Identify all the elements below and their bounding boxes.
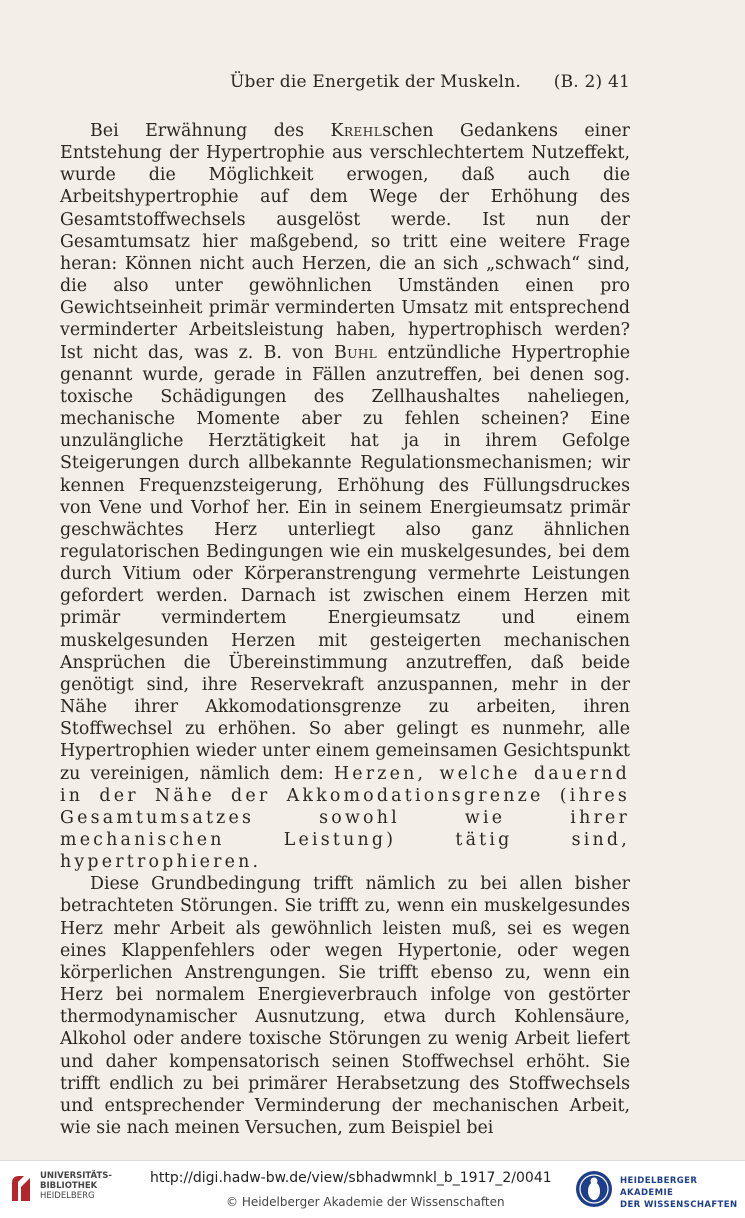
viewer-footer [0, 1160, 745, 1218]
paragraph-1 [60, 120, 630, 873]
paragraph-2: Diese Grundbedingung trifft nämlich zu bei allen bisher betrachteten Störungen. Sie trifft zu, wenn ein muskelgesundes Herz mehr Arbeit als gewöhnlich leisten muß, sei es wegen eines Klappenfehlers oder wegen Hypertonie, oder wegen körperlichen Anstrengungen. Sie trifft ebenso zu, wenn ein Herz bei normalem Energieverbrauch infolge von gestörter thermodynamischer Ausnutzung, etwa durch Kohlensäure, Alkohol oder andere toxische Störungen zu wenig Arbeit liefert und daher kompensatorisch seinen Stoffwechsel erhöht. Sie trifft endlich zu bei primärer Herabsetzung des Stoffwechsels und entsprechender Verminderung der mechanischen Arbeit, wie sie nach meinen Versuchen, zum Beispiel bei [60, 874, 630, 1139]
library-line-2: BIBLIOTHEK [40, 1181, 98, 1191]
academy-seal-icon [574, 1169, 614, 1209]
emphasized-thesis: Herzen, welche dauernd in der Nähe der Akkomodationsgrenze (ihres Gesamtumsatzes sowohl wie ihrer mechanischen Leistung) tätig sind, hypertrophieren. [60, 763, 630, 873]
academy-name [620, 1175, 745, 1211]
body-text [60, 120, 630, 1139]
paragraph-1-part-c: entzündliche Hypertrophie genannt wurde, gerade in Fällen anzutreffen, bei denen sog. toxische Schädigungen des Zellhaushaltes naheliegen, mechanische Momente aber zu fehlen scheinen? Eine unzulängliche Herztätigkeit hat ja in ihrem Gefolge Steigerungen durch allbekannte Regulationsmechanismen; wir kennen Frequenzsteigerung, Erhöhung des Füllungsdruckes von Vene und Vorhof her. Ein in seinem Energieumsatz primär geschwächtes Herz unterliegt also ganz ähnlichen regulatorischen Bedingungen wie ein muskelgesundes, bei dem durch Vitium oder Körperanstrengung vermehrte Leistungen gefordert werden. Darnach ist zwischen einem Herzen mit primär vermindertem Energieumsatz und einem muskelgesunden Herzen mit gesteigerten mechanischen Ansprüchen die Übereinstimmung anzutreffen, daß beide genötigt sind, ihre Reservekraft anzuspannen, mehr in der Nähe ihrer Akkomodationsgrenze zu arbeiten, ihren Stoffwechsel zu erhöhen. So aber gelingt es nunmehr, alle Hypertrophien wieder unter einem gemeinsamen Gesichtspunkt zu vereinigen, nämlich dem: [60, 342, 631, 784]
copyright-notice: © Heidelberger Akademie der Wissenschaften [226, 1195, 505, 1209]
library-line-1: UNIVERSITÄTS- [40, 1171, 112, 1181]
author-name-krehl: Krehl [330, 121, 383, 141]
permalink-url[interactable]: http://digi.hadw-bw.de/view/sbhadwmnkl_b_1917_2/0041 [150, 1170, 552, 1186]
running-header [60, 72, 630, 98]
university-library-logo-icon [8, 1173, 36, 1203]
library-line-3: HEIDELBERG [40, 1191, 95, 1201]
page-reference: (B. 2) 41 [553, 72, 630, 92]
running-title: Über die Energetik der Muskeln. [230, 72, 521, 92]
academy-line-2: DER WISSENSCHAFTEN [620, 1200, 738, 1210]
author-name-buhl: Buhl [333, 342, 378, 363]
paragraph-1-part-b: schen Gedankens einer Entstehung der Hypertrophie aus verschlechtertem Nutzeffekt, wurde die Möglichkeit erwogen, daß auch die Arbeitshypertrophie auf dem Wege der Erhöhung des Gesamtstoffwechsels ausgelöst werde. Ist nun der Gesamtumsatz hier maßgebend, so tritt eine weitere Frage heran: Können nicht auch Herzen, die an sich „schwach“ sind, die also unter gewöhnlichen Umständen einen pro Gewichtseinheit primär verminderten Umsatz mit entsprechend verminderter Arbeitsleistung haben, hypertrophisch werden? Ist nicht das, was z. B. von [60, 121, 630, 363]
university-library-name [40, 1171, 112, 1201]
paragraph-1-part-a: Bei Erwähnung des [90, 121, 331, 141]
academy-line-1: HEIDELBERGER AKADEMIE [620, 1176, 698, 1198]
